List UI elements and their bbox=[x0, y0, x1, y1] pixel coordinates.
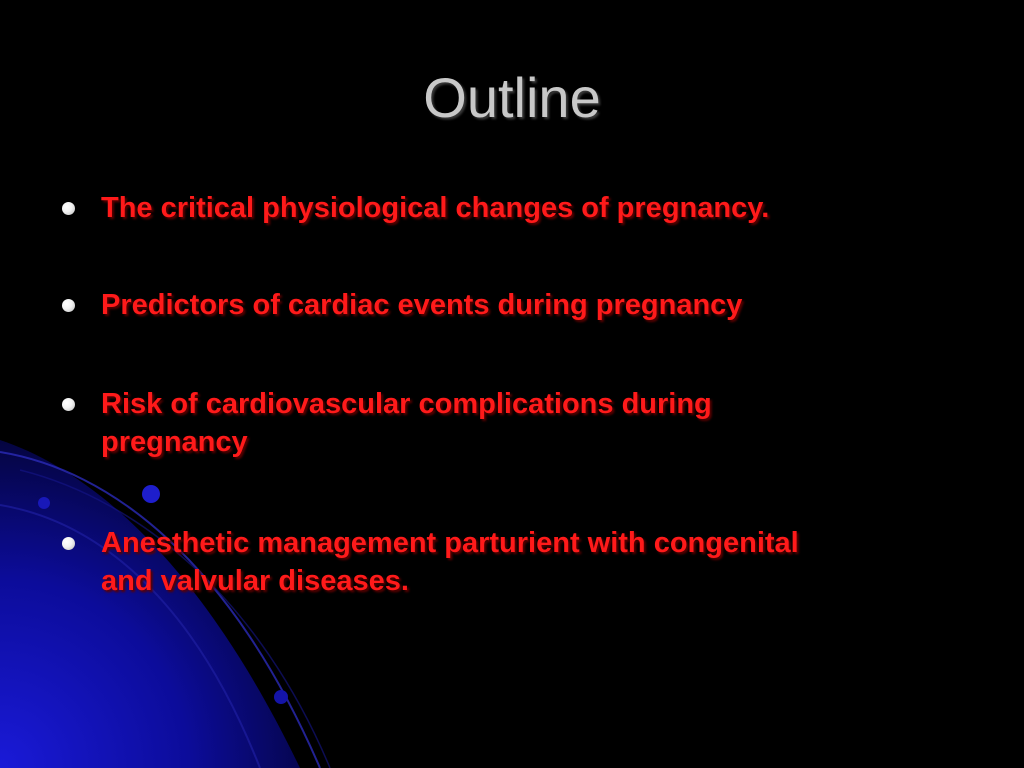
bullet-line: The critical physiological changes of pregnancy. bbox=[101, 192, 770, 224]
bullet-line: Predictors of cardiac events during pregnancy bbox=[101, 289, 743, 321]
bullet-text bbox=[101, 189, 941, 227]
bullet-text bbox=[101, 524, 941, 600]
bullet-text bbox=[101, 286, 941, 324]
bullet-line: pregnancy bbox=[101, 426, 248, 458]
bullet-text bbox=[101, 385, 941, 461]
slide-title: Outline bbox=[423, 66, 601, 129]
bullet-dot-icon bbox=[62, 202, 75, 215]
bullet-dot-icon bbox=[62, 299, 75, 312]
bullet-line: and valvular diseases. bbox=[101, 565, 409, 597]
bullet-line: Anesthetic management parturient with congenital bbox=[101, 527, 799, 559]
bullet-line: Risk of cardiovascular complications during bbox=[101, 388, 712, 420]
bullet-dot-icon bbox=[62, 398, 75, 411]
bullet-dot-icon bbox=[62, 537, 75, 550]
